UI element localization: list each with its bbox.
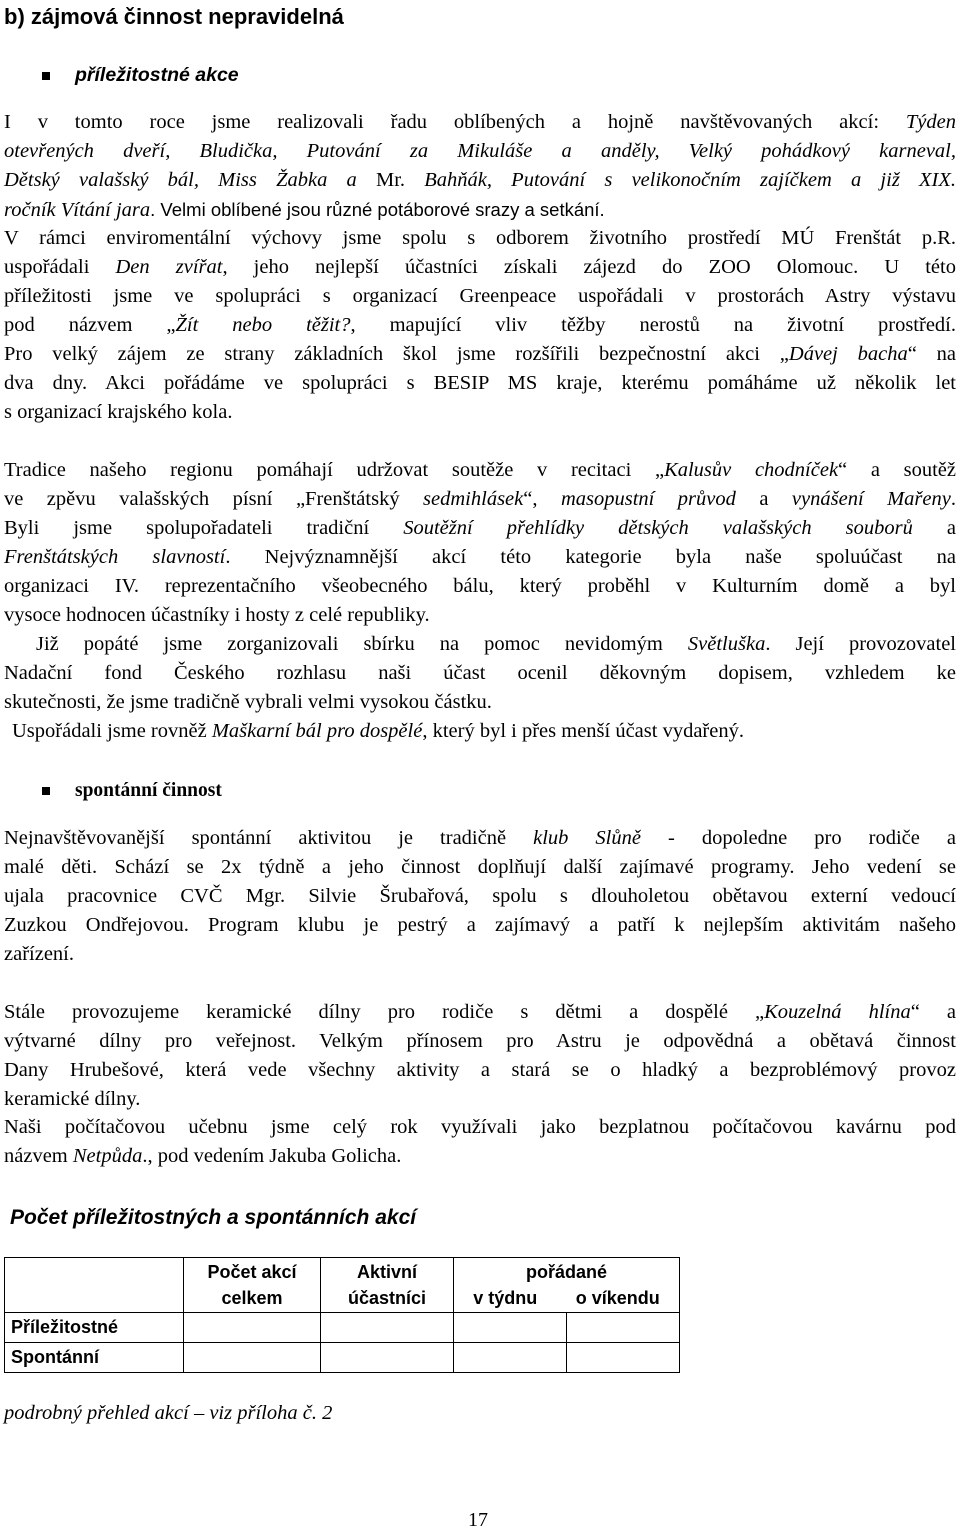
text-segment: “ a <box>910 1001 957 1023</box>
text-segment: klub Slůně <box>533 827 641 849</box>
text-line <box>4 166 956 195</box>
text-segment: dva dny. Akci pořádáme ve spolupráci s BESIP MS kraje, kterému pomáháme už několik let <box>4 372 956 394</box>
text-line <box>4 853 956 882</box>
text-segment: “ a soutěž <box>838 459 956 481</box>
footnote: podrobný přehled akcí – viz příloha č. 2 <box>4 1402 333 1424</box>
paragraph-traditions <box>4 456 956 630</box>
table-cell-empty <box>5 1258 184 1313</box>
table-row <box>5 1343 680 1373</box>
text-segment: Světluška <box>687 633 766 655</box>
text-segment: Dany Hrubešové, která vede všechny aktivity a stará se o hladký a bezproblémový provoz <box>4 1059 956 1081</box>
square-bullet-icon <box>42 72 50 80</box>
table-row-label-occasional: Příležitostné <box>5 1313 184 1343</box>
text-segment: Mr. <box>375 169 425 191</box>
text-segment: malé děti. Schází se 2x týdně a jeho činnost doplňují další zajímavé programy. Jeho vedení se <box>4 856 956 878</box>
text-segment: zařízení. <box>4 943 74 965</box>
text-line <box>4 253 956 282</box>
text-line <box>4 514 956 543</box>
text-segment: , mapující vliv těžby nerostů na životní prostředí. <box>350 314 956 336</box>
text-line <box>12 717 960 746</box>
text-line <box>4 1085 956 1114</box>
table-header-week: v týdnu <box>473 1288 538 1308</box>
text-segment: . Nejvýznamnější akcí této kategorie byla naše spoluúčast na <box>225 546 956 568</box>
text-line <box>4 601 956 630</box>
text-line <box>4 282 956 311</box>
text-segment: Uspořádali jsme rovněž <box>12 720 212 742</box>
table-header-row <box>5 1258 680 1313</box>
text-segment: Naši počítačovou učebnu jsme celý rok využívali jako bezplatnou počítačovou kavárnu pod <box>4 1116 956 1138</box>
text-line <box>4 998 956 1027</box>
text-segment: Stále provozujeme keramické dílny pro rodiče s dětmi a dospělé „ <box>4 1001 765 1023</box>
table-cell <box>567 1313 680 1343</box>
square-bullet-icon <box>42 787 50 795</box>
text-segment: . <box>950 488 956 510</box>
text-segment: Pro velký zájem ze strany základních škol jsme rozšířili bezpečnostní akci „ <box>4 343 789 365</box>
text-segment: názvem <box>4 1145 73 1167</box>
paragraph-events <box>4 108 956 224</box>
text-segment: Zuzkou Ondřejovou. Program klubu je pestrý a zajímavý a patří k nejlepším aktivitám našeho <box>4 914 956 936</box>
text-line <box>4 398 956 427</box>
text-segment: příležitosti jsme ve spolupráci s organizací Greenpeace uspořádali v prostorách Astry výstavu <box>4 285 956 307</box>
text-line <box>4 1113 956 1142</box>
text-line <box>4 195 956 224</box>
text-segment: a <box>735 488 792 510</box>
text-segment: ., pod vedením Jakuba Golicha. <box>142 1145 402 1167</box>
text-segment: Kouzelná hlína <box>764 1001 911 1023</box>
text-segment: vynášení Mařeny <box>791 488 951 510</box>
text-line <box>4 543 956 572</box>
text-segment: organizaci IV. reprezentačního všeobecného bálu, který proběhl v Kulturním domě a byl <box>4 575 956 597</box>
text-line <box>4 485 956 514</box>
text-line <box>36 630 956 659</box>
stats-title: Počet příležitostných a spontánních akcí <box>10 1206 417 1229</box>
table-header-total: Počet akcí celkem <box>184 1258 321 1313</box>
text-segment: otevřených dveří, Bludička, Putování za Mikuláše a anděly, Velký pohádkový karneval, <box>4 140 956 162</box>
text-line <box>4 940 956 969</box>
text-segment: U této <box>884 256 956 278</box>
text-segment: výtvarné dílny pro veřejnost. Velkým přínosem pro Astru je odpovědná a obětavá činnost <box>4 1030 956 1052</box>
text-segment: Soutěžní přehlídky dětských valašských souborů <box>403 517 913 539</box>
text-segment: . Její provozovatel <box>765 633 956 655</box>
table-row-label-spontaneous: Spontánní <box>5 1343 184 1373</box>
text-segment: Byli jsme spolupořadateli tradiční <box>4 517 404 539</box>
paragraph-computer <box>4 1113 956 1171</box>
text-segment: ročník Vítání jara <box>4 199 151 221</box>
text-segment: skutečnosti, že jsme tradičně vybrali velmi vysokou částku. <box>4 691 492 713</box>
text-line <box>4 137 956 166</box>
table-header-weekend: o víkendu <box>575 1288 660 1308</box>
table-cell <box>321 1313 454 1343</box>
text-line <box>4 224 956 253</box>
table-cell <box>184 1343 321 1373</box>
text-segment: V rámci enviromentální výchovy jsme spolu s odborem životního prostředí MÚ Frenštát p.R. <box>4 227 956 249</box>
paragraph-masquerade <box>12 717 960 746</box>
text-line <box>4 1027 956 1056</box>
text-segment: Dávej bacha <box>788 343 908 365</box>
text-segment: keramické dílny. <box>4 1088 141 1110</box>
table-cell <box>567 1343 680 1373</box>
text-segment: Týden <box>905 111 956 133</box>
text-segment: Frenštátských slavností <box>4 546 226 568</box>
text-line <box>4 108 956 137</box>
paragraph-club <box>4 824 956 969</box>
text-segment: . Velmi oblíbené jsou různé potáborové srazy a setkání. <box>150 199 605 220</box>
text-segment: s organizací krajského kola. <box>4 401 233 423</box>
table-cell <box>454 1313 567 1343</box>
text-segment: Nadační fond Českého rozhlasu naši účast ocenil děkovným dopisem, vzhledem ke <box>4 662 956 684</box>
text-segment: uspořádali <box>4 256 116 278</box>
table-header-active: Aktivní účastníci <box>321 1258 454 1313</box>
text-line <box>4 311 956 340</box>
text-segment: Nejnavštěvovanější spontánní aktivitou je tradičně <box>4 827 534 849</box>
table-cell <box>321 1343 454 1373</box>
text-segment: vysoce hodnocen účastníky i hosty z celé republiky. <box>4 604 430 626</box>
paragraph-svetluska <box>4 630 956 717</box>
stats-table <box>4 1257 680 1373</box>
text-segment: ujala pracovnice CVČ Mgr. Silvie Šrubařová, spolu s dlouholetou obětavou externí vedoucí <box>4 885 956 907</box>
text-segment: Netpůda <box>72 1145 143 1167</box>
text-segment: “, <box>523 488 561 510</box>
text-line <box>4 340 956 369</box>
text-line <box>4 1142 956 1171</box>
text-segment: “ na <box>907 343 957 365</box>
text-segment: ve zpěvu valašských písní „Frenštátský <box>4 488 424 510</box>
text-line <box>4 824 956 853</box>
text-segment: Dětský valašský bál, Miss Žabka a <box>4 169 376 191</box>
bullet-heading-label: spontánní činnost <box>75 780 222 801</box>
text-line <box>4 911 956 940</box>
text-segment: - dopoledne pro rodiče a <box>640 827 956 849</box>
text-line <box>4 369 956 398</box>
text-segment: Bahňák, Putování s velikonočním zajíčkem a již XIX. <box>424 169 956 191</box>
table-header-organized-label: pořádané <box>525 1262 608 1282</box>
table-header-organized <box>454 1258 680 1313</box>
text-segment: Tradice našeho regionu pomáhají udržovat soutěže v recitaci „ <box>4 459 665 481</box>
text-line <box>4 572 956 601</box>
bullet-heading-occasional <box>42 61 239 90</box>
text-line <box>4 688 956 717</box>
text-segment: Maškarní bál pro dospělé <box>211 720 423 742</box>
text-segment: pod názvem „ <box>4 314 176 336</box>
text-segment: Den zvířat <box>115 256 223 278</box>
text-line <box>4 1056 956 1085</box>
text-segment: I v tomto roce jsme realizovali řadu oblíbených a hojně navštěvovaných akcí: <box>4 111 906 133</box>
paragraph-environment <box>4 224 956 427</box>
table-row <box>5 1313 680 1343</box>
bullet-heading-label: příležitostné akce <box>75 64 239 86</box>
section-heading: b) zájmová činnost nepravidelná <box>4 4 344 29</box>
bullet-heading-spontaneous <box>42 776 222 805</box>
paragraph-ceramics <box>4 998 956 1114</box>
text-segment: , jeho nejlepší účastníci získali zájezd do ZOO Olomouc. <box>222 256 885 278</box>
table-cell <box>454 1343 567 1373</box>
text-segment: masopustní průvod <box>560 488 736 510</box>
text-segment: , který byl i přes menší účast vydařený. <box>422 720 744 742</box>
page-number: 17 <box>468 1509 488 1531</box>
text-segment: sedmihlásek <box>423 488 524 510</box>
text-segment: Již popáté jsme zorganizovali sbírku na pomoc nevidomým <box>36 633 688 655</box>
text-line <box>4 882 956 911</box>
text-line <box>4 456 956 485</box>
table-cell <box>184 1313 321 1343</box>
text-segment: Žít nebo těžit? <box>175 314 351 336</box>
text-line <box>4 659 956 688</box>
text-segment: Kalusův chodníček <box>664 459 839 481</box>
text-segment: a <box>912 517 956 539</box>
